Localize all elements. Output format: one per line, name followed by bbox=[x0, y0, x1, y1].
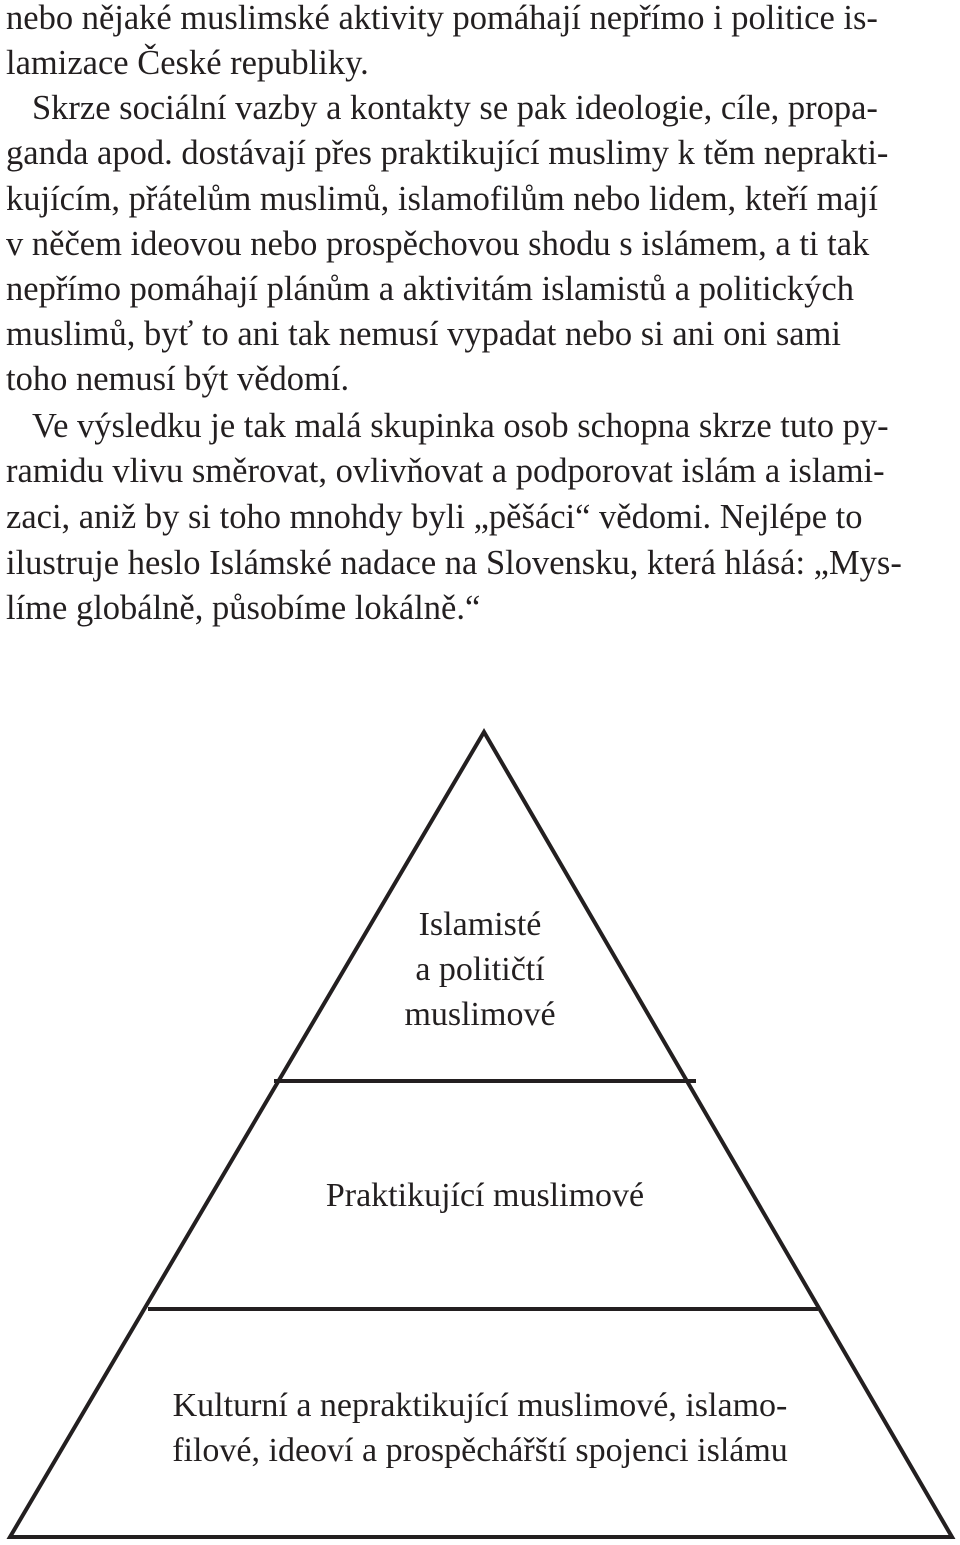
text-line-11: ramidu vlivu směrovat, ovlivňovat a podporovat islám a islami- bbox=[6, 452, 885, 490]
text-line-4: ganda apod. dostávají přes praktikující muslimy k těm neprakti- bbox=[6, 134, 889, 172]
tier-middle-line-1: Praktikující muslimové bbox=[325, 1177, 645, 1214]
pyramid-tier-middle bbox=[230, 1173, 740, 1218]
tier-top-line-2: a političtí bbox=[415, 951, 545, 988]
text-line-5: kujícím, přátelům muslimů, islamofilům nebo lidem, kteří mají bbox=[6, 180, 878, 218]
text-line-3: Skrze sociální vazby a kontakty se pak ideologie, cíle, propa- bbox=[32, 89, 878, 127]
text-line-2: lamizace České republiky. bbox=[6, 44, 369, 82]
text-line-14: líme globálně, působíme lokálně.“ bbox=[6, 589, 481, 627]
text-line-8: muslimů, byť to ani tak nemusí vypadat nebo si ani oni sami bbox=[6, 315, 841, 353]
text-line-1: nebo nějaké muslimské aktivity pomáhají nepřímo i politice is- bbox=[6, 0, 878, 37]
pyramid-tier-top bbox=[330, 902, 630, 1037]
tier-top-line-1: Islamisté bbox=[418, 906, 542, 943]
text-line-13: ilustruje heslo Islámské nadace na Slovensku, která hlásá: „Mys- bbox=[6, 544, 902, 582]
tier-top-line-3: muslimové bbox=[404, 996, 556, 1033]
tier-bottom-line-1: Kulturní a nepraktikující muslimové, islamo- bbox=[172, 1387, 788, 1424]
text-line-12: zaci, aniž by si toho mnohdy byli „pěšáci“ vědomi. Nejlépe to bbox=[6, 498, 863, 536]
text-line-9: toho nemusí být vědomí. bbox=[6, 360, 350, 398]
pyramid-tier-bottom bbox=[100, 1383, 860, 1473]
text-line-10: Ve výsledku je tak malá skupinka osob schopna skrze tuto py- bbox=[32, 407, 889, 445]
text-line-6: v něčem ideovou nebo prospěchovou shodu s islámem, a ti tak bbox=[6, 225, 870, 263]
tier-bottom-line-2: filové, ideoví a prospěchářští spojenci islámu bbox=[172, 1432, 788, 1469]
text-line-7: nepřímo pomáhají plánům a aktivitám islamistů a politických bbox=[6, 270, 854, 308]
